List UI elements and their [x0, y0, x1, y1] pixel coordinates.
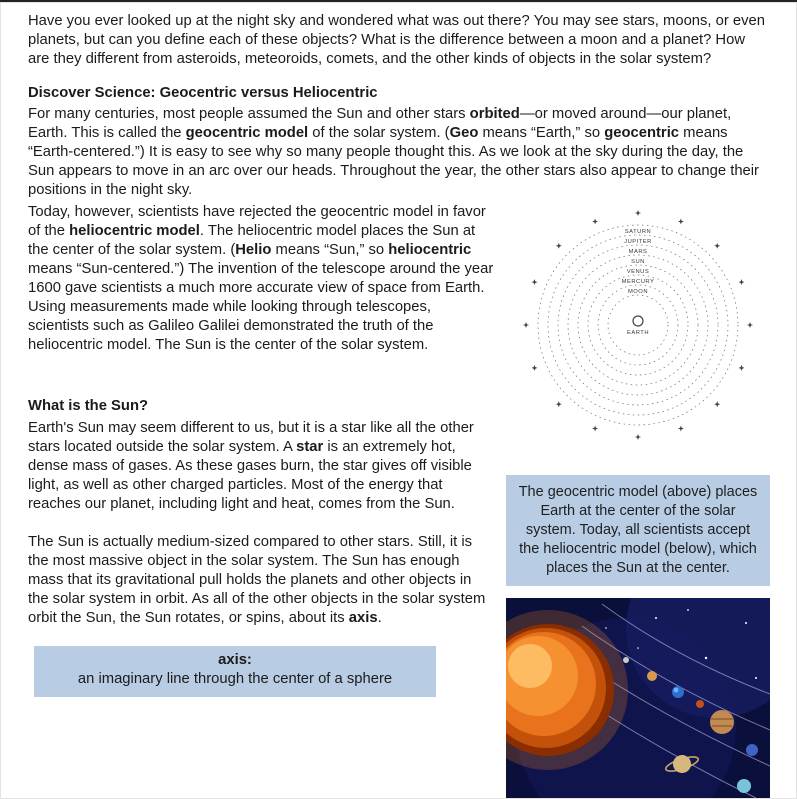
right-column	[506, 203, 770, 798]
star-icon	[635, 434, 641, 440]
earth-center	[627, 316, 649, 336]
star-icon	[532, 365, 538, 371]
star-icon	[556, 243, 562, 249]
orbit-label-saturn: SATURN	[624, 229, 652, 235]
planet-earth	[672, 686, 684, 698]
orbit-label-sun: SUN	[631, 259, 645, 265]
star-icon	[635, 210, 641, 216]
planet-venus	[647, 671, 657, 681]
content-columns	[28, 203, 770, 798]
star-icon	[678, 219, 684, 225]
orbit-label-venus: VENUS	[626, 269, 650, 275]
planet-uranus	[737, 779, 751, 793]
orbit-label-jupiter: JUPITER	[624, 239, 652, 245]
heliocentric-image	[506, 598, 770, 798]
star-icon	[739, 365, 745, 371]
heliocentric-paragraph: Today, however, scientists have rejected the geocentric model in favor of the heliocentric model. The heliocentric model places the Sun at the center of the solar system. (Helio means “Sun,” so heliocentric means “Sun-centered.”) The invention of the telescope around the year 1600 gave scientists a much more accurate view of space from Earth. Using measurements made while looking through telescopes, scientists such as Galileo Galilei demonstrated the truth of the heliocentric model. The Sun is the center of the solar system.	[28, 204, 494, 353]
orbit-labels	[622, 229, 655, 295]
star-icon	[532, 279, 538, 285]
sun-paragraph-1: Earth's Sun may seem different to us, but it is a star like all the other stars located outside the solar system. A star is an extremely hot, dense mass of gases. As these gases burn, the star gives off visible light, as well as other charged particles. Most of the energy that reaches our planet, including light and heat, comes from the Sun.	[28, 420, 474, 512]
planet-mercury	[623, 657, 629, 663]
star-icon	[714, 243, 720, 249]
axis-definition: an imaginary line through the center of a sphere	[77, 671, 393, 687]
star-icon	[556, 401, 562, 407]
geocentric-diagram-svg	[506, 203, 770, 443]
discover-heading: Discover Science: Geocentric versus Heliocentric	[28, 85, 378, 101]
orbit-label-mars: MARS	[628, 249, 648, 255]
star-icon	[678, 426, 684, 432]
planet-neptune	[746, 744, 758, 756]
star-icon	[714, 401, 720, 407]
orbit-label-moon: MOON	[627, 289, 649, 295]
sun-heading: What is the Sun?	[28, 398, 149, 414]
star-icon	[739, 279, 745, 285]
star-icon	[747, 322, 753, 328]
star-icon	[592, 219, 598, 225]
intro-paragraph: Have you ever looked up at the night sky and wondered what was out there? You may see stars, moons, or even planets, but can you define each of these objects? What is the difference between a moon and a planet? How are they different from asteroids, meteoroids, comets, and the other kinds of objects in the solar system?	[28, 13, 765, 67]
sun-paragraph-2: The Sun is actually medium-sized compared to other stars. Still, it is the most massive object in the solar system. The Sun has enough mass that its gravitational pull holds the planets and other objects in the solar system in orbit. As all of the other objects in the solar system orbit the Sun, the Sun rotates, or spins, about its axis.	[28, 534, 486, 626]
geocentric-diagram-image	[506, 203, 770, 443]
star-icon	[592, 426, 598, 432]
discover-paragraph: For many centuries, most people assumed the Sun and other stars orbited—or moved around—our planet, Earth. This is called the geocentric model of the solar system. (Geo means “Earth,” so geocentric means “Earth-centered.”) It is easy to see why so many people thought this. As we look at the sky during the day, the Sun appears to move in an arc over our heads. Throughout the year, the other stars also appear to change their positions in the night sky.	[28, 106, 759, 198]
planet-jupiter	[710, 710, 734, 734]
planet-mars	[696, 700, 704, 708]
axis-term: axis:	[218, 652, 252, 668]
heliocentric-svg	[506, 598, 770, 798]
axis-definition-box	[34, 646, 436, 697]
geocentric-caption: The geocentric model (above) places Earth at the center of the solar system. Today, all scientists accept the heliocentric model (below), which places the Sun at the center.	[506, 475, 770, 586]
earth-center-label: EARTH	[626, 330, 650, 336]
orbit-label-mercury: MERCURY	[621, 279, 655, 285]
star-icon	[523, 322, 529, 328]
left-column	[28, 203, 494, 798]
